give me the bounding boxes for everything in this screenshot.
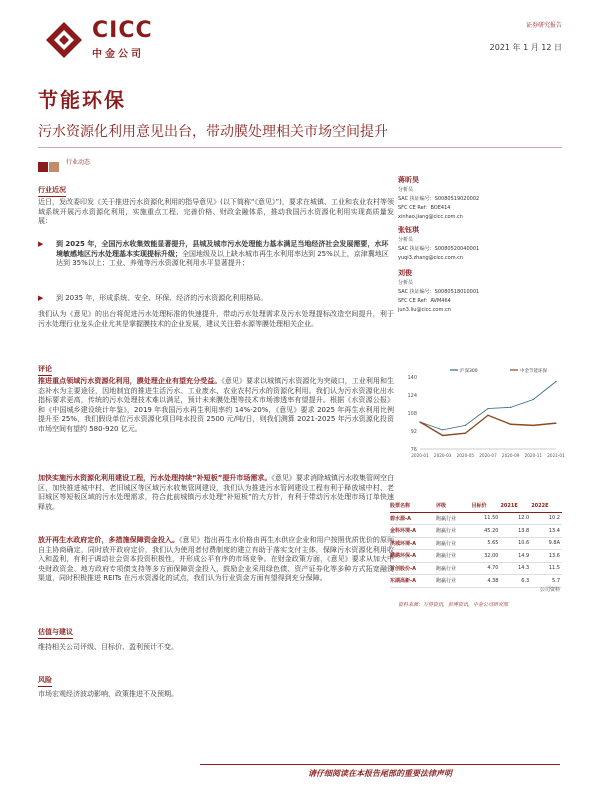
- value-cell: 13.6: [531, 550, 562, 563]
- x-tick-label: 2020-03: [433, 453, 452, 458]
- rating-table: [390, 500, 562, 588]
- value-cell: 5.65: [472, 537, 501, 550]
- data-point: [487, 415, 488, 416]
- value-cell: 14.3: [500, 562, 531, 575]
- value-cell: 5.7: [531, 575, 562, 588]
- logo-text-en: CICC: [92, 18, 153, 43]
- comment-p2-text: 《意见》要求消除城镇污水收集管网空白区，加快推进城中村、老旧城区等区域污水收集管网建设，我们认为推进污水管网建设工程有利于释放城中村、老旧城区等短板区域的污水处理需求，符合此前城镇污水处理“补短板”的大方针，有利于带动污水处理市场订单快速释放。: [38, 474, 395, 511]
- comment-p3-strong: 放开再生水政府定价，多措施保障资金投入。: [38, 536, 179, 544]
- comment-paragraph-3: [38, 536, 394, 584]
- data-point: [533, 425, 534, 426]
- x-tick-label: 2020-05: [456, 453, 475, 458]
- table-source: 公司资料: [540, 587, 561, 593]
- value-cell: 10.2: [531, 512, 562, 525]
- th-target: 目标价: [472, 500, 501, 512]
- data-point: [442, 435, 443, 436]
- value-cell: 6.3: [500, 575, 531, 588]
- table-row: [390, 575, 562, 588]
- section-title-industry: 行业近况: [38, 185, 66, 197]
- report-date: 2021 年 1 月 12 日: [489, 43, 562, 52]
- bullet-arrow-icon: ▶: [38, 294, 44, 302]
- stock-name-cell: 洪城环境-A: [390, 537, 436, 550]
- stock-name-cell: 东湖高新-A: [390, 575, 436, 588]
- rating-cell: 跑赢行业: [436, 525, 471, 538]
- comment-p1-strong: 推进重点领域污水资源化利用，膜处理企业有望充分受益。: [38, 377, 222, 385]
- th-2021e: 2021E: [500, 500, 531, 512]
- legend-label: 沪深300: [460, 369, 478, 374]
- table-row: [390, 525, 562, 538]
- value-cell: 4.70: [472, 562, 501, 575]
- x-tick-label: 2020-11: [524, 453, 543, 458]
- table-row: [390, 562, 562, 575]
- value-cell: 14.9: [500, 550, 531, 563]
- rating-cell: 跑赢行业: [436, 575, 471, 588]
- data-point: [465, 433, 466, 434]
- bullet-1-strong: 到 2025 年，全国污水收集效能显著提升，县城及城市污水处理能力基本满足当地经济社会发展需要，水环境敏感地区污水处理基本实现提标升级；: [56, 240, 389, 258]
- value-cell: 11.50: [472, 512, 501, 525]
- comment-p2-strong: 加快实施污水资源化利用建设工程，污水处理持续“补短板”提升市场需求。: [38, 474, 272, 482]
- industry-bullet-2: 到 2035 年，形成系统、安全、环保、经济的污水资源化利用格局。: [56, 294, 268, 302]
- stock-name-cell: 金科环境-A: [390, 525, 436, 538]
- value-cell: 32.00: [472, 550, 501, 563]
- table-row: [390, 512, 562, 525]
- report-type-label: 证券研究报告: [525, 22, 562, 29]
- table-row: [390, 537, 562, 550]
- rating-cell: 跑赢行业: [436, 537, 471, 550]
- index-performance-chart: [398, 365, 565, 465]
- analyst-2-email: yuqi3.zhang@cicc.com.cn: [398, 255, 464, 261]
- report-tag: 行业动态: [66, 159, 91, 166]
- data-point: [465, 425, 466, 426]
- analyst-1-email: xinhao.jiang@cicc.com.cn: [398, 214, 463, 220]
- section-title-risk: 风险: [38, 675, 52, 687]
- th-rating: 评级: [436, 500, 471, 512]
- industry-bullet-1: [56, 240, 394, 269]
- analyst-3-email: jun3.liu@cicc.com.cn: [398, 307, 451, 313]
- comment-paragraph-2: [38, 474, 394, 512]
- y-tick-label: 108: [407, 411, 417, 417]
- cicc-logo-mark: [42, 18, 86, 62]
- analyst-3-sfc: SFC CE Ref：AVM464: [398, 298, 451, 304]
- industry-intro: 近日，发改委印发《关于推进污水资源化利用的指导意见》(以下简称“《意见》”)，要求在城镇、工业和农业农村等领域系统开展污水资源化利用，实施重点工程、完善价格、财政金融体系，推动我国污水资源化利用实现高质量发展：: [38, 198, 394, 226]
- data-point: [555, 381, 556, 382]
- report-headline: 污水资源化利用意见出台，带动膜处理相关市场空间提升: [38, 124, 388, 140]
- y-tick-label: 76: [410, 447, 417, 453]
- value-cell: 11.5: [531, 562, 562, 575]
- analyst-2-name: 张钰琪: [398, 226, 419, 234]
- stock-name-cell: 碧水源-A: [390, 512, 436, 525]
- y-tick-label: 92: [410, 429, 417, 435]
- y-tick-label: 124: [407, 393, 417, 399]
- analyst-3-sac: SAC 执证编号：S0080518010001: [398, 289, 480, 295]
- value-cell: 10.6: [500, 537, 531, 550]
- value-cell: 4.38: [472, 575, 501, 588]
- table-row: [390, 550, 562, 563]
- analyst-1-name: 蒋昕昊: [398, 176, 419, 184]
- rating-cell: 跑赢行业: [436, 550, 471, 563]
- y-tick-label: 140: [407, 375, 417, 381]
- analyst-3-role: 分析员: [398, 280, 414, 286]
- value-cell: 13.4: [531, 525, 562, 538]
- data-point: [510, 407, 511, 408]
- divider: [38, 147, 562, 148]
- th-2022e: 2022E: [531, 500, 562, 512]
- analyst-2-role: 分析员: [398, 237, 414, 243]
- logo-text-cn: 中金公司: [92, 49, 144, 60]
- rating-cell: 跑赢行业: [436, 562, 471, 575]
- comment-paragraph-1: [38, 377, 394, 435]
- comment-p1-text: 《意见》要求以城镇污水资源化为突破口，工业利用和生态补水为主要途径，因地制宜的推进生活污水、工业废水、农业农村污水的资源化利用。我们认为污水资源化出水指标要求更高，传统的污水处理技术难以满足，预计未来膜处理等技术市场渗透率有望提升。根据《水资源公报》和《中国城乡建设统计年鉴》，2019 年我国污水再生利用率约 14%-20%，《意见》要求 2025 年再生水利用比例提升至 25%，我们假设单位污水资源化项目吨水投资 2500 元/吨/日，则我们测算 2021-2025 年污水资源化投资市场空间有望约 580-920 亿元。: [38, 377, 395, 433]
- x-tick-label: 2020-01: [411, 453, 429, 458]
- data-point: [487, 408, 488, 409]
- analyst-2-sac: SAC 执证编号：S0080520040001: [398, 246, 480, 252]
- rating-text: 维持相关公司评级、目标价、盈利预计不变。: [38, 643, 178, 651]
- value-cell: 13.8: [500, 525, 531, 538]
- x-tick-label: 2020-07: [479, 453, 497, 458]
- data-point: [533, 399, 534, 400]
- risk-text: 市场宏观经济波动影响，政策推进不及预期。: [38, 690, 178, 698]
- value-cell: 45.20: [472, 525, 501, 538]
- industry-summary: 我们认为《意见》的出台将促进污水处理标准的快速提升，带动污水处理需求及污水处理提标改造空间提升，利于污水处理行业龙头企业尤其是掌握膜技术的企业发展，建议关注碧水源等膜处理相关企业。: [38, 310, 394, 328]
- analyst-3-name: 刘俊: [398, 269, 412, 277]
- comment-p3-text: 《意见》指出再生水价格由再生水供应企业和用户按照优质优价的原则自主协商确定，同时放开政府定价，我们认为使用者付费制度的建立有助于落实支付主体，保障污水资源化利用收入和盈利，有利于调动社会资本投资积极性，并形成公平有序的市场竞争。在财金政策方面，《意见》要求从加大中央财政资金、地方政府专项债支持等多方面保障资金投入，鼓励企业采用绿色债、资产证券化等多种方式拓宽融资渠道，同时积极推进 REITs 在污水资源化的试点，我们认为行业资金方面有望得到充分保障。: [38, 536, 394, 583]
- x-tick-label: 2021-01: [547, 453, 565, 458]
- stock-name-cell: 鹏鹞环保-A: [390, 550, 436, 563]
- rating-cell: 跑赢行业: [436, 512, 471, 525]
- analyst-1-role: 分析员: [398, 187, 414, 193]
- legend-label: 中金节能环保: [520, 369, 547, 374]
- chart-source-note: 资料来源：万得资讯，彭博资讯，中金公司研究部: [398, 602, 509, 608]
- sector-title: 节能环保: [38, 88, 126, 112]
- data-point: [442, 429, 443, 430]
- section-title-rating: 估值与建议: [38, 627, 73, 639]
- data-point: [555, 423, 556, 424]
- data-point: [419, 421, 420, 422]
- legal-footer: 请仔细阅读在本报告尾部的重要法律声明: [200, 764, 560, 779]
- value-cell: 12.0: [500, 512, 531, 525]
- analyst-1-sac: SAC 执证编号：S0080519020002: [398, 196, 480, 202]
- stock-name-cell: 首创股份-A: [390, 562, 436, 575]
- bullet-arrow-icon: ▶: [38, 240, 44, 248]
- th-name: 股票名称: [390, 500, 436, 512]
- series-line-1: [420, 415, 556, 435]
- data-point: [510, 424, 511, 425]
- x-tick-label: 2020-09: [501, 453, 520, 458]
- series-line-0: [420, 382, 556, 430]
- section-title-comment: 评论: [38, 364, 52, 376]
- value-cell: 9.8A: [531, 537, 562, 550]
- analyst-1-sfc: SFC CE Ref：BOE414: [398, 205, 451, 211]
- bullet-1-rest: 全国地级及以上缺水城市再生水利用率达到 25%以上，京津冀地区达到 35%以上；工业、养殖等污水资源化利用水平显著提升；: [56, 249, 389, 268]
- tag-color-blocks: [38, 157, 60, 176]
